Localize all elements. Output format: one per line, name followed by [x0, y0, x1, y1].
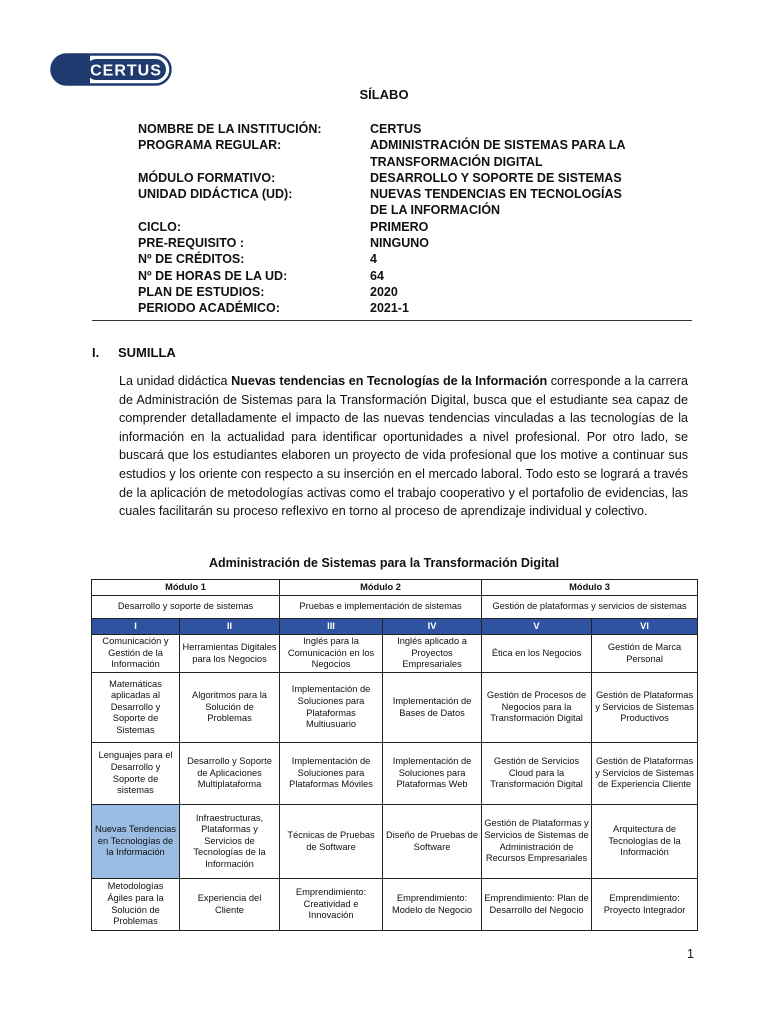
- info-value: ADMINISTRACIÓN DE SISTEMAS PARA LA TRANSFORMACIÓN DIGITAL: [370, 138, 626, 169]
- section-heading: [92, 345, 176, 360]
- course-cell: Ética en los Negocios: [482, 635, 592, 673]
- course-cell: Algoritmos para la Solución de Problemas: [180, 673, 280, 743]
- section-title: SUMILLA: [118, 345, 176, 360]
- table-row: [92, 673, 698, 743]
- course-cell: Diseño de Pruebas de Software: [383, 805, 482, 879]
- cycle-header: V: [482, 619, 592, 635]
- info-row: [138, 219, 630, 235]
- course-cell: Inglés aplicado a Proyectos Empresariales: [383, 635, 482, 673]
- info-row: [138, 300, 630, 316]
- module-header: Módulo 2: [280, 580, 482, 596]
- course-cell: Implementación de Soluciones para Plataformas Móviles: [280, 743, 383, 805]
- course-info: [138, 121, 630, 317]
- info-value: 2021-1: [370, 301, 409, 316]
- info-label: Nº DE CRÉDITOS:: [138, 252, 245, 267]
- info-label: PERIODO ACADÉMICO:: [138, 301, 280, 316]
- info-label: NOMBRE DE LA INSTITUCIÓN:: [138, 122, 322, 136]
- course-cell: Arquitectura de Tecnologías de la Información: [592, 805, 698, 879]
- info-value: 2020: [370, 284, 398, 299]
- course-cell: Gestión de Plataformas y Servicios de Sistemas de Experiencia Cliente: [592, 743, 698, 805]
- table-row: [92, 635, 698, 673]
- logo-text: CERTUS: [90, 62, 162, 80]
- cycle-header: III: [280, 619, 383, 635]
- info-label: PRE-REQUISITO :: [138, 236, 245, 251]
- course-cell: Gestión de Plataformas y Servicios de Sistemas Productivos: [592, 673, 698, 743]
- section-number: I.: [92, 345, 100, 360]
- info-value: NUEVAS TENDENCIAS EN TECNOLOGÍAS DE LA INFORMACIÓN: [370, 187, 622, 218]
- paragraph-rest: corresponde a la carrera de Administración de Sistemas para la Transformación Digital, busca que el estudiante sea capaz de comprender detalladamente el impacto de las nuevas tendencias vinculadas a las tecnologías de la información en la actualidad para identificar oportunidades a nivel profesional. Por otro lado, se buscará que los estudiantes elaboren un proyecto de vida profesional que los motive a continuar sus estudios y los oriente con respecto a su inserción en el mercado laboral. Todo esto se logrará a través de la aplicación de metodologías activas como el trabajo cooperativo y el portafolio de evidencias, las cuales facilitarán su proceso reflexivo en torno al proceso de aprendizaje individual y colectivo.: [119, 374, 689, 519]
- course-cell: Gestión de Servicios Cloud para la Transformación Digital: [482, 743, 592, 805]
- course-cell: Gestión de Procesos de Negocios para la Transformación Digital: [482, 673, 592, 743]
- course-cell: Inglés para la Comunicación en los Negocios: [280, 635, 383, 673]
- cycle-header: IV: [383, 619, 482, 635]
- info-label: MÓDULO FORMATIVO:: [138, 170, 276, 185]
- course-cell: Emprendimiento: Creatividad e Innovación: [280, 879, 383, 931]
- table-title: Administración de Sistemas para la Transformación Digital: [208, 556, 560, 570]
- info-label: Nº DE HORAS DE LA UD:: [138, 268, 288, 283]
- course-cell: Emprendimiento: Proyecto Integrador: [592, 879, 698, 931]
- paragraph-start: La unidad didáctica: [119, 374, 232, 388]
- info-row: [138, 251, 630, 267]
- module-header: Módulo 3: [482, 580, 698, 596]
- info-value: 4: [370, 252, 377, 267]
- course-cell: Emprendimiento: Modelo de Negocio: [383, 879, 482, 931]
- module-header: Módulo 1: [92, 580, 280, 596]
- table-row: [92, 805, 698, 879]
- cycle-header: I: [92, 619, 180, 635]
- info-label: PLAN DE ESTUDIOS:: [138, 284, 265, 299]
- course-cell: Técnicas de Pruebas de Software: [280, 805, 383, 879]
- table-row: [92, 879, 698, 931]
- info-row: [138, 170, 630, 186]
- module-name: Gestión de plataformas y servicios de sistemas: [482, 596, 698, 619]
- cycle-header: II: [180, 619, 280, 635]
- info-label: UNIDAD DIDÁCTICA (UD):: [138, 187, 293, 202]
- cycle-header: VI: [592, 619, 698, 635]
- course-cell: Comunicación y Gestión de la Información: [92, 635, 180, 673]
- info-row: [138, 235, 630, 251]
- course-cell: Nuevas Tendencias en Tecnologías de la Información: [92, 805, 180, 879]
- certus-logo: [50, 53, 172, 86]
- info-label: CICLO:: [138, 219, 182, 234]
- info-value: DESARROLLO Y SOPORTE DE SISTEMAS: [370, 170, 622, 185]
- course-cell: Gestión de Plataformas y Servicios de Sistemas de Administración de Recursos Empresariales: [482, 805, 592, 879]
- course-cell: Emprendimiento: Plan de Desarrollo del Negocio: [482, 879, 592, 931]
- info-value: PRIMERO: [370, 219, 429, 234]
- info-label: PROGRAMA REGULAR:: [138, 138, 282, 153]
- module-name: Pruebas e implementación de sistemas: [280, 596, 482, 619]
- page-number: 1: [687, 947, 694, 961]
- course-cell: Matemáticas aplicadas al Desarrollo y Soporte de Sistemas: [92, 673, 180, 743]
- course-cell: Implementación de Soluciones para Plataformas Web: [383, 743, 482, 805]
- course-cell: Experiencia del Cliente: [180, 879, 280, 931]
- info-row: [138, 121, 630, 137]
- paragraph-bold: Nuevas tendencias en Tecnologías de la Información: [231, 374, 548, 388]
- course-cell: Implementación de Soluciones para Plataformas Multiusuario: [280, 673, 383, 743]
- info-row: [138, 284, 630, 300]
- course-cell: Herramientas Digitales para los Negocios: [180, 635, 280, 673]
- info-value: 64: [370, 268, 384, 283]
- module-name-row: [92, 596, 698, 619]
- module-name: Desarrollo y soporte de sistemas: [92, 596, 280, 619]
- module-header-row: [92, 580, 698, 596]
- course-cell: Desarrollo y Soporte de Aplicaciones Multiplataforma: [180, 743, 280, 805]
- info-row: [138, 186, 630, 219]
- course-cell: Infraestructuras, Plataformas y Servicios de Tecnologías de la Información: [180, 805, 280, 879]
- course-cell: Gestión de Marca Personal: [592, 635, 698, 673]
- cycle-header-row: [92, 619, 698, 635]
- course-cell: Metodologías Ágiles para la Solución de Problemas: [92, 879, 180, 931]
- info-value: NINGUNO: [370, 236, 430, 251]
- document-title: SÍLABO: [359, 87, 409, 102]
- separator-line: [92, 320, 692, 321]
- curriculum-table: [91, 579, 698, 931]
- info-row: [138, 137, 630, 170]
- info-row: [138, 268, 630, 284]
- course-cell: Lenguajes para el Desarrollo y Soporte de sistemas: [92, 743, 180, 805]
- table-row: [92, 743, 698, 805]
- sumilla-paragraph: [119, 372, 688, 521]
- info-value: CERTUS: [370, 122, 422, 136]
- course-cell: Implementación de Bases de Datos: [383, 673, 482, 743]
